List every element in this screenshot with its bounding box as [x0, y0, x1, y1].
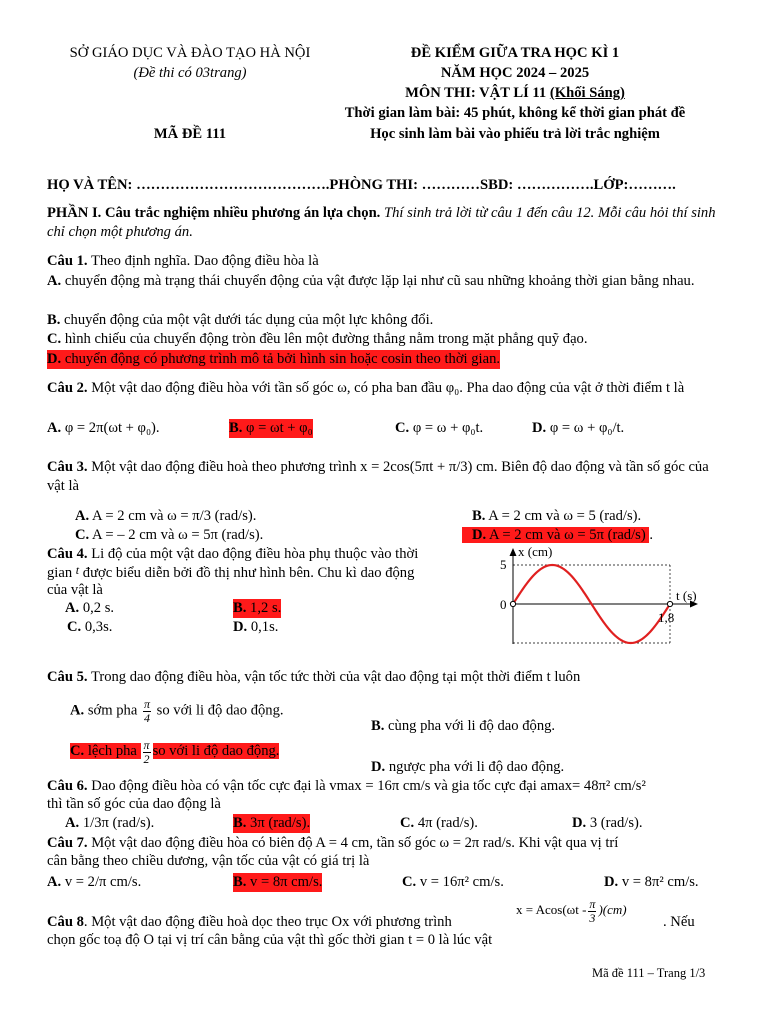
fraction-denominator: 2 [143, 751, 150, 766]
q3-stem [47, 458, 719, 496]
part1-title: PHẦN I. Câu trắc nghiệm nhiều phương án lựa chọn. [47, 205, 381, 221]
q8-label: Câu 8 [47, 914, 84, 930]
y-axis-arrow [510, 548, 517, 556]
time-note: Thời gian làm bài: 45 phút, không kể thời gian phát đề [344, 105, 686, 121]
fraction-denominator: 3 [589, 910, 596, 925]
option-letter: A. [47, 874, 62, 890]
q3-option-a[interactable] [75, 507, 256, 526]
q1-d-text: chuyển động có phương trình mô tả bởi hình sin hoặc cosin theo thời gian. [64, 351, 501, 367]
pi-over-4-fraction [143, 698, 151, 724]
q7-d-text: v = 8π² cm/s. [621, 874, 699, 890]
q1-option-a[interactable] [47, 272, 719, 291]
option-letter: D. [47, 351, 62, 367]
option-letter: B. [47, 312, 61, 328]
q7-stem [47, 834, 618, 853]
option-letter: C. [75, 527, 90, 543]
student-info-line: HỌ VÀ TÊN: ………………………………….PHÒNG THI: …………SBD: …………….LỚP:………. [47, 177, 676, 193]
q1-option-d[interactable] [47, 350, 500, 369]
fraction-denominator: 4 [143, 710, 150, 725]
q8-text: . Một vật dao động điều hoà dọc theo trục Ox với phương trình [83, 914, 452, 930]
q7-text2: cân bằng theo chiều dương, vận tốc của vật có giá trị là [47, 853, 370, 869]
block: (Khối Sáng) [549, 85, 625, 101]
q7-option-d[interactable] [604, 873, 699, 892]
option-letter: B. [371, 718, 385, 734]
pi-over-2-fraction [143, 739, 151, 765]
option-letter: D. [233, 619, 248, 635]
option-letter: D. [604, 874, 619, 890]
q2-b-text: φ = ωt + φ₀ [246, 420, 313, 436]
q5-c-highlight-2: so với li độ dao động. [152, 743, 280, 760]
q3-option-d[interactable]: D. A = 2 cm và ω = 5π (rad/s) . [462, 526, 653, 545]
option-letter: D. [371, 759, 386, 775]
q5-c-highlight-1 [70, 743, 141, 759]
q5-c-pre: lệch pha [87, 743, 137, 760]
q7-text: Một vật dao động điều hòa có biên độ A = 4 cm, tần số góc ω = 2π rad/s. Khi vật qua vị trí [91, 835, 619, 851]
q8-text-end: . Nếu [663, 914, 695, 930]
subject-line [330, 84, 700, 103]
answer-instruction: Học sinh làm bài vào phiếu trả lời trắc nghiệm [370, 126, 660, 142]
option-letter: B. [233, 874, 247, 890]
q6-option-a[interactable] [65, 814, 154, 833]
q5-label: Câu 5. [47, 669, 88, 685]
q5-a-post: so với li độ dao động. [156, 702, 284, 719]
q6-d-text: 3 (rad/s). [589, 815, 643, 831]
q6-text2: thì tần số góc của dao động là [47, 796, 221, 812]
option-letter: B. [229, 420, 243, 436]
q4-option-d[interactable] [233, 618, 278, 637]
origin-point [510, 601, 515, 606]
q6-b-text: 3π (rad/s). [250, 815, 311, 831]
q2-c-text: φ = ω + φ₀t. [412, 420, 484, 436]
q7-label: Câu 7. [47, 835, 88, 851]
q4-option-a[interactable] [65, 599, 114, 618]
option-letter: A. [70, 702, 85, 719]
option-letter: A. [47, 273, 62, 289]
q1-b-text: chuyển động của một vật dưới tác dụng của một lực không đổi. [64, 312, 434, 328]
q3-text: Một vật dao động điều hoà theo phương trình x = 2cos(5πt + π/3) cm. Biên độ dao động và tần số góc của vật là [47, 459, 709, 494]
q6-option-c[interactable] [400, 814, 478, 833]
q3-option-c[interactable] [75, 526, 263, 545]
option-letter: A. [65, 600, 80, 616]
q8-stem [47, 913, 452, 932]
q2-option-c[interactable] [395, 419, 483, 438]
q4-d-text: 0,1s. [250, 619, 279, 635]
q1-a-text: chuyển động mà trạng thái chuyển động của vật được lặp lại như cũ sau những khoảng thời gian bằng nhau. [64, 273, 695, 289]
subject: MÔN THI: VẬT LÍ 11 [405, 85, 547, 101]
q7-b-text: v = 8π cm/s. [250, 874, 323, 890]
q4-text2b: được biểu diễn bởi đồ thị như hình bên. Chu kì dao động [82, 565, 415, 581]
q1-stem [47, 252, 319, 271]
option-letter: B. [472, 508, 486, 524]
q4-text1: Li độ của một vật dao động điều hòa phụ thuộc vào thời [91, 546, 419, 562]
q2-option-a[interactable] [47, 419, 160, 438]
q5-option-c[interactable] [70, 739, 279, 765]
q6-stem [47, 777, 646, 796]
q5-option-d[interactable] [371, 758, 564, 777]
q4-label: Câu 4. [47, 546, 88, 562]
q4-t-symbol: t [75, 563, 80, 577]
part1-description: Thí sinh trả lời từ câu 1 đến câu 12. Mỗi câu hỏi thí sinh chỉ chọn một phương án. [47, 205, 716, 240]
fraction-numerator: π [143, 738, 150, 752]
exam-code: MÃ ĐỀ 111 [153, 126, 227, 142]
q4-option-c[interactable] [67, 618, 112, 637]
option-letter: C. [47, 331, 62, 347]
q6-text: Dao động điều hòa có vận tốc cực đại là vmax = 16π cm/s và gia tốc cực đại amax= 48π² cm/s² [91, 778, 646, 794]
option-letter: C. [67, 619, 82, 635]
option-letter: C. [395, 420, 410, 436]
option-letter: B. [233, 600, 247, 616]
option-letter: D. [532, 420, 547, 436]
q8-eq-pre: x = Acos(ωt - [516, 902, 587, 918]
x-tick-label: 1,8 [658, 610, 675, 625]
q5-d-text: ngược pha với li độ dao động. [388, 759, 565, 775]
q7-c-text: v = 16π² cm/s. [419, 874, 504, 890]
option-letter: D. [472, 527, 487, 543]
q4-b-text: 1,2 s. [250, 600, 282, 616]
q8-equation [516, 898, 627, 924]
q3-c-text: A = – 2 cm và ω = 5π (rad/s). [92, 527, 264, 543]
q6-label: Câu 6. [47, 778, 88, 794]
option-letter: C. [70, 743, 85, 760]
end-point [667, 601, 672, 606]
option-letter: D. [572, 815, 587, 831]
q7-a-text: v = 2/π cm/s. [64, 874, 142, 890]
q8-text2: chọn gốc toạ độ O tại vị trí cân bằng của vật thì gốc thời gian t = 0 là lúc vật [47, 932, 493, 948]
q2-stem [47, 379, 719, 398]
q1-option-c[interactable] [47, 330, 588, 349]
option-letter: A. [75, 508, 90, 524]
y-axis-label: x (cm) [518, 544, 553, 559]
q7-option-c[interactable] [402, 873, 504, 892]
q7-option-a[interactable] [47, 873, 141, 892]
q1-label: Câu 1. [47, 253, 88, 269]
q5-stem [47, 668, 580, 687]
q5-option-b[interactable] [371, 717, 555, 736]
school-year: NĂM HỌC 2024 – 2025 [440, 65, 590, 81]
q3-b-text: A = 2 cm và ω = 5 (rad/s). [488, 508, 642, 524]
q6-a-text: 1/3π (rad/s). [82, 815, 155, 831]
q3-a-text: A = 2 cm và ω = π/3 (rad/s). [92, 508, 257, 524]
q8-eq-post: )(cm) [598, 902, 627, 918]
q5-option-a[interactable] [70, 698, 284, 724]
q3-option-b[interactable] [472, 507, 641, 526]
q2-a-text: φ = 2π(ωt + φ₀). [64, 420, 160, 436]
option-letter: C. [402, 874, 417, 890]
option-letter: B. [233, 815, 247, 831]
q5-b-text: cùng pha với li độ dao động. [388, 718, 556, 734]
q6-c-text: 4π (rad/s). [417, 815, 478, 831]
q2-text: Một vật dao động điều hòa với tần số góc ω, có pha ban đầu φ₀. Pha dao động của vật ở thời điểm t là [91, 380, 685, 396]
q4-oscillation-graph [470, 540, 720, 650]
q4-text2a: gian [47, 565, 73, 581]
q5-a-pre: sớm pha [87, 702, 138, 719]
pages-note: (Đề thi có 03trang) [133, 65, 247, 81]
q4-stem-line2 [47, 563, 414, 583]
q5-text: Trong dao động điều hòa, vận tốc tức thời của vật dao động tại một thời điểm t luôn [90, 669, 581, 685]
x-axis-label: t (s) [676, 588, 697, 603]
option-letter: A. [65, 815, 80, 831]
fraction-numerator: π [143, 697, 150, 711]
department-name: SỞ GIÁO DỤC VÀ ĐÀO TẠO HÀ NỘI [69, 45, 311, 61]
q2-option-d[interactable] [532, 419, 624, 438]
q4-c-text: 0,3s. [84, 619, 113, 635]
q1-c-text: hình chiếu của chuyển động tròn đều lên một đường thẳng nằm trong mặt phẳng quỹ đạo. [64, 331, 588, 347]
q2-d-text: φ = ω + φ₀/t. [549, 420, 625, 436]
y-tick-label: 5 [500, 557, 507, 572]
exam-title: ĐỀ KIỂM GIỮA TRA HỌC KÌ 1 [410, 45, 620, 61]
q2-option-b[interactable] [229, 419, 313, 438]
q6-option-d[interactable] [572, 814, 643, 833]
q1-option-b[interactable] [47, 311, 433, 330]
q1-text: Theo định nghĩa. Dao động điều hòa là [90, 253, 319, 269]
page-footer: Mã đề 111 – Trang 1/3 [592, 966, 706, 980]
part1-heading [47, 204, 719, 242]
q4-a-text: 0,2 s. [82, 600, 115, 616]
q6-option-b[interactable] [233, 814, 310, 833]
q4-stem-line1 [47, 545, 418, 564]
pi-over-3-fraction [588, 898, 596, 924]
fraction-numerator: π [589, 897, 596, 911]
option-letter: A. [47, 420, 62, 436]
q2-label: Câu 2. [47, 380, 88, 396]
q7-option-b[interactable] [233, 873, 322, 892]
q3-label: Câu 3. [47, 459, 88, 475]
q4-option-b[interactable] [233, 599, 281, 618]
q3-d-text: A = 2 cm và ω = 5π (rad/s) [489, 527, 646, 543]
option-letter: C. [400, 815, 415, 831]
q4-text3: của vật là [47, 582, 103, 598]
origin-label: 0 [500, 597, 507, 612]
